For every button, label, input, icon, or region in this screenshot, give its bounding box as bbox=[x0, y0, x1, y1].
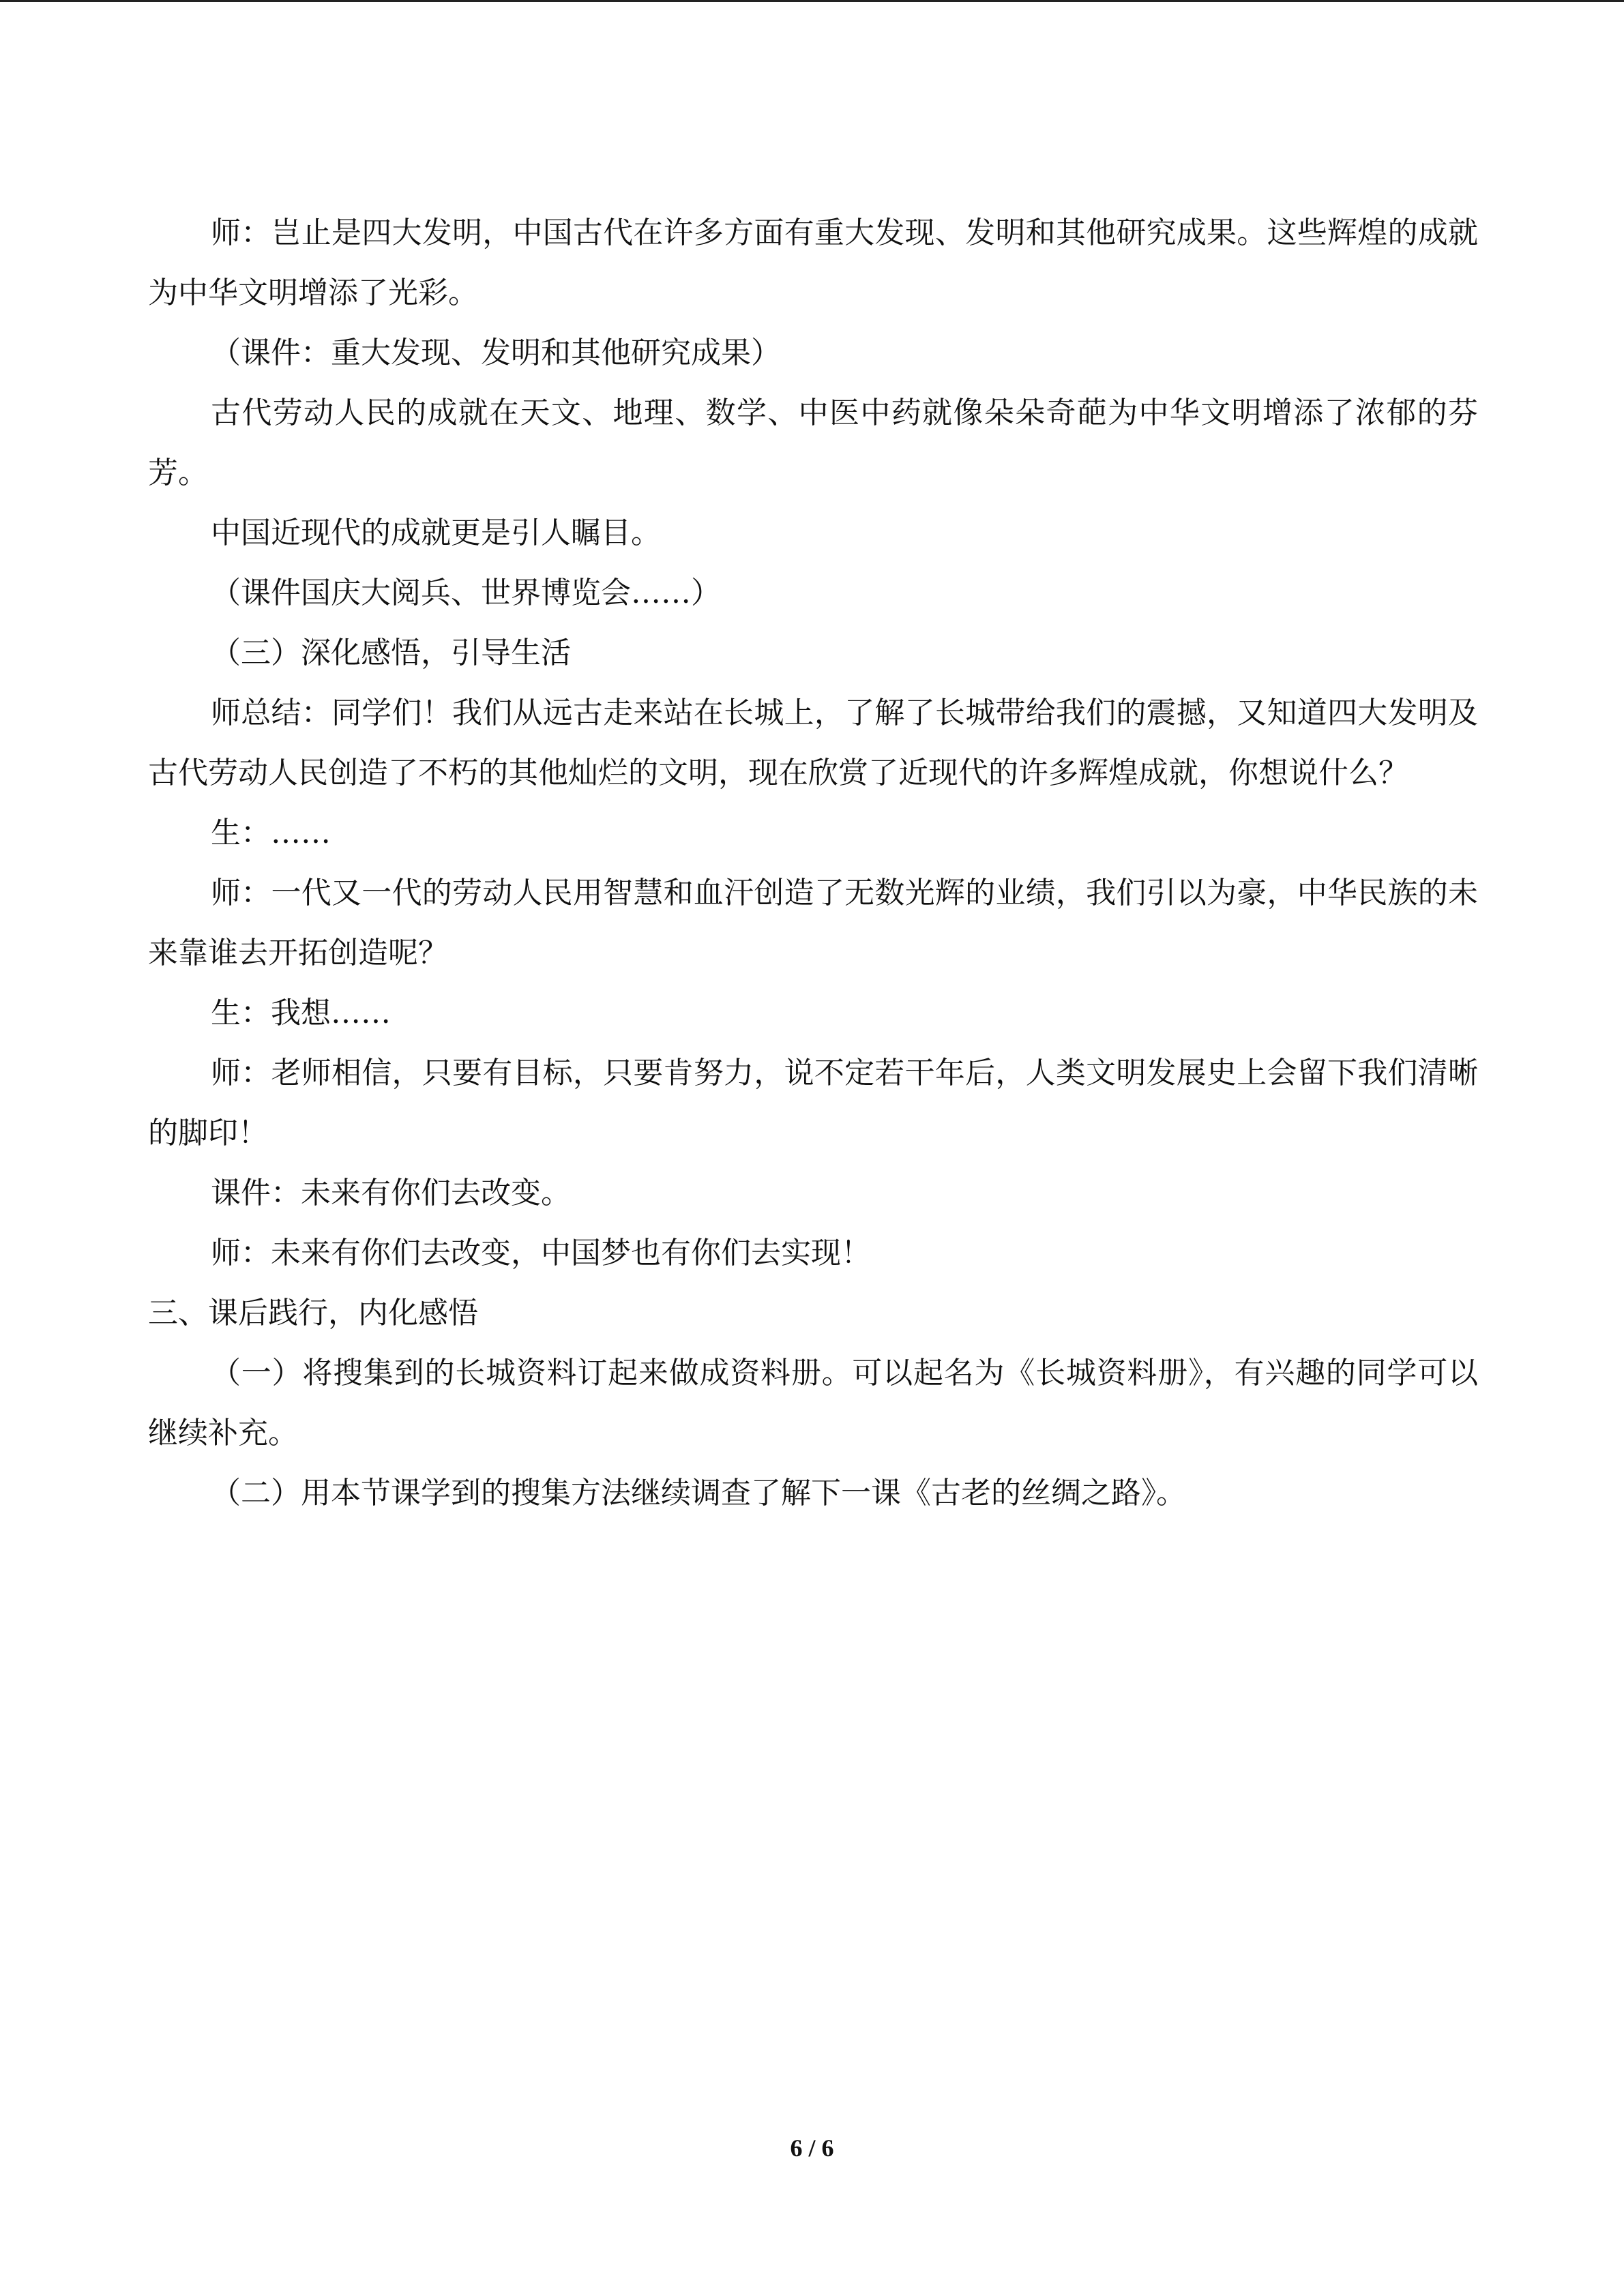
page-number: 6 / 6 bbox=[790, 2134, 834, 2162]
section-heading-practice: 三、课后践行，内化感悟 bbox=[148, 1296, 478, 1330]
document-body bbox=[148, 203, 1478, 1523]
paragraph-courseware-parade: （课件国庆大阅兵、世界博览会……） bbox=[211, 576, 721, 610]
paragraph-teacher-believe: 师：老师相信，只要有目标，只要肯努力，说不定若干年后，人类文明发展史上会留下我们清晰的脚印！ bbox=[148, 1056, 1478, 1150]
paragraph-teacher-inventions: 师：岂止是四大发明，中国古代在许多方面有重大发现、发明和其他研究成果。这些辉煌的成就为中华文明增添了光彩。 bbox=[148, 215, 1478, 310]
paragraph-task-two: （二）用本节课学到的搜集方法继续调查了解下一课《古老的丝绸之路》。 bbox=[211, 1476, 1186, 1510]
section-heading-deepen: （三）深化感悟，引导生活 bbox=[211, 636, 571, 670]
paragraph-teacher-summary: 师总结：同学们！我们从远古走来站在长城上，了解了长城带给我们的震撼，又知道四大发明及古代劳动人民创造了不朽的其他灿烂的文明，现在欣赏了近现代的许多辉煌成就，你想说什么？ bbox=[148, 696, 1478, 790]
paragraph-modern-achievements: 中国近现代的成就更是引人瞩目。 bbox=[211, 516, 661, 550]
paragraph-student-reply: 生：…… bbox=[211, 816, 331, 850]
paragraph-teacher-dream: 师：未来有你们去改变，中国梦也有你们去实现！ bbox=[211, 1236, 871, 1270]
paragraph-courseware-future: 课件：未来有你们去改变。 bbox=[211, 1176, 571, 1210]
paragraph-courseware-discoveries: （课件：重大发现、发明和其他研究成果） bbox=[211, 336, 781, 370]
paragraph-student-think: 生：我想…… bbox=[211, 996, 391, 1030]
paragraph-ancient-achievements: 古代劳动人民的成就在天文、地理、数学、中医中药就像朵朵奇葩为中华文明增添了浓郁的芬芳。 bbox=[148, 396, 1478, 490]
top-border-rule bbox=[0, 0, 1624, 2]
paragraph-task-one: （一）将搜集到的长城资料订起来做成资料册。可以起名为《长城资料册》，有兴趣的同学可以继续补充。 bbox=[148, 1356, 1478, 1450]
paragraph-teacher-future: 师：一代又一代的劳动人民用智慧和血汗创造了无数光辉的业绩，我们引以为豪，中华民族的未来靠谁去开拓创造呢？ bbox=[148, 876, 1478, 970]
